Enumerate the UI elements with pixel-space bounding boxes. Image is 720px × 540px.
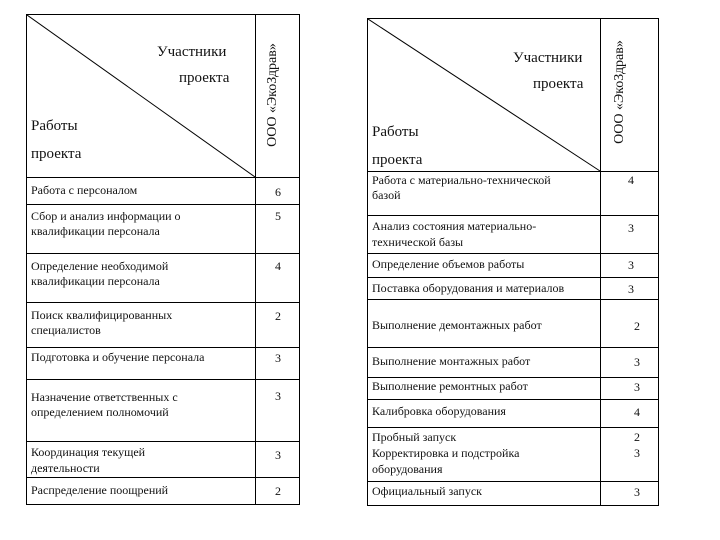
table-row-label: Сбор и анализ информации о <box>31 209 181 223</box>
table-row-value: 3 <box>628 282 634 296</box>
table-row-label: Распределение поощрений <box>31 483 169 497</box>
table-row-value: 3 <box>634 485 640 499</box>
row-divider <box>27 379 299 380</box>
table-row-label: Корректировка и подстройка <box>372 446 520 460</box>
right-table <box>367 18 659 506</box>
row-divider <box>368 347 658 348</box>
table-row-label: Выполнение ремонтных работ <box>372 379 528 393</box>
row-divider <box>27 253 299 254</box>
table-row-value: 6 <box>275 185 281 199</box>
works-label-line1: Работы <box>31 118 78 134</box>
table-row-value: 2 <box>275 309 281 323</box>
table-row-value: 3 <box>634 446 640 460</box>
table-row-label: специалистов <box>31 323 101 337</box>
participants-label-line2: проекта <box>179 70 230 86</box>
row-divider <box>27 347 299 348</box>
company-label: ООО «ЭкоЗдрав» <box>612 40 627 144</box>
table-row-value: 3 <box>628 221 634 235</box>
participants-label-line2: проекта <box>533 76 584 92</box>
table-row-value: 2 <box>275 484 281 498</box>
table-row-label: Работа с персоналом <box>31 183 138 197</box>
table-row-value: 2 <box>634 319 640 333</box>
row-divider <box>27 302 299 303</box>
column-divider <box>600 19 601 505</box>
table-row-value: 4 <box>275 259 281 273</box>
row-divider <box>368 277 658 278</box>
left-table <box>26 14 300 505</box>
table-row-label: Определение необходимой <box>31 259 169 273</box>
participants-label-line1: Участники <box>157 44 227 60</box>
table-row-label: Подготовка и обучение персонала <box>31 350 205 364</box>
table-row-label: квалификации персонала <box>31 274 160 288</box>
table-row-value: 3 <box>275 351 281 365</box>
participants-label-line1: Участники <box>513 50 583 66</box>
company-label: ООО «ЭкоЗдрав» <box>265 43 280 147</box>
works-label-line2: проекта <box>372 152 423 168</box>
works-label-line1: Работы <box>372 124 419 140</box>
row-divider <box>368 299 658 300</box>
table-row-label: Назначение ответственных с <box>31 390 178 404</box>
table-row-label: Выполнение монтажных работ <box>372 354 531 368</box>
table-row-value: 2 <box>634 430 640 444</box>
row-divider <box>27 204 299 205</box>
table-row-label: Поиск квалифицированных <box>31 308 173 322</box>
table-row-value: 3 <box>275 389 281 403</box>
table-row-label: Поставка оборудования и материалов <box>372 281 565 295</box>
table-row-value: 3 <box>275 448 281 462</box>
table-row-value: 5 <box>275 209 281 223</box>
row-divider <box>368 399 658 400</box>
row-divider <box>27 177 299 178</box>
table-row-value: 3 <box>634 380 640 394</box>
table-row-label: определением полномочий <box>31 405 169 419</box>
table-row-label: квалификации персонала <box>31 224 160 238</box>
column-divider <box>255 15 256 504</box>
table-row-label: Анализ состояния материально- <box>372 219 537 233</box>
row-divider <box>368 215 658 216</box>
table-row-label: Официальный запуск <box>372 484 482 498</box>
table-row-label: базой <box>372 188 401 202</box>
table-row-label: оборудования <box>372 462 443 476</box>
table-row-label: Пробный запуск <box>372 430 457 444</box>
row-divider <box>368 481 658 482</box>
row-divider <box>368 427 658 428</box>
table-row-label: деятельности <box>31 461 100 475</box>
table-row-label: Калибровка оборудования <box>372 404 506 418</box>
table-row-label: Координация текущей <box>31 445 146 459</box>
table-row-value: 3 <box>634 355 640 369</box>
works-label-line2: проекта <box>31 146 82 162</box>
table-row-value: 4 <box>634 405 640 419</box>
table-row-label: Работа с материально-технической <box>372 173 551 187</box>
table-row-value: 4 <box>628 173 634 187</box>
row-divider <box>368 253 658 254</box>
row-divider <box>27 441 299 442</box>
row-divider <box>27 477 299 478</box>
table-row-label: технической базы <box>372 235 464 249</box>
table-row-label: Определение объемов работы <box>372 257 525 271</box>
table-row-value: 3 <box>628 258 634 272</box>
table-row-label: Выполнение демонтажных работ <box>372 318 542 332</box>
